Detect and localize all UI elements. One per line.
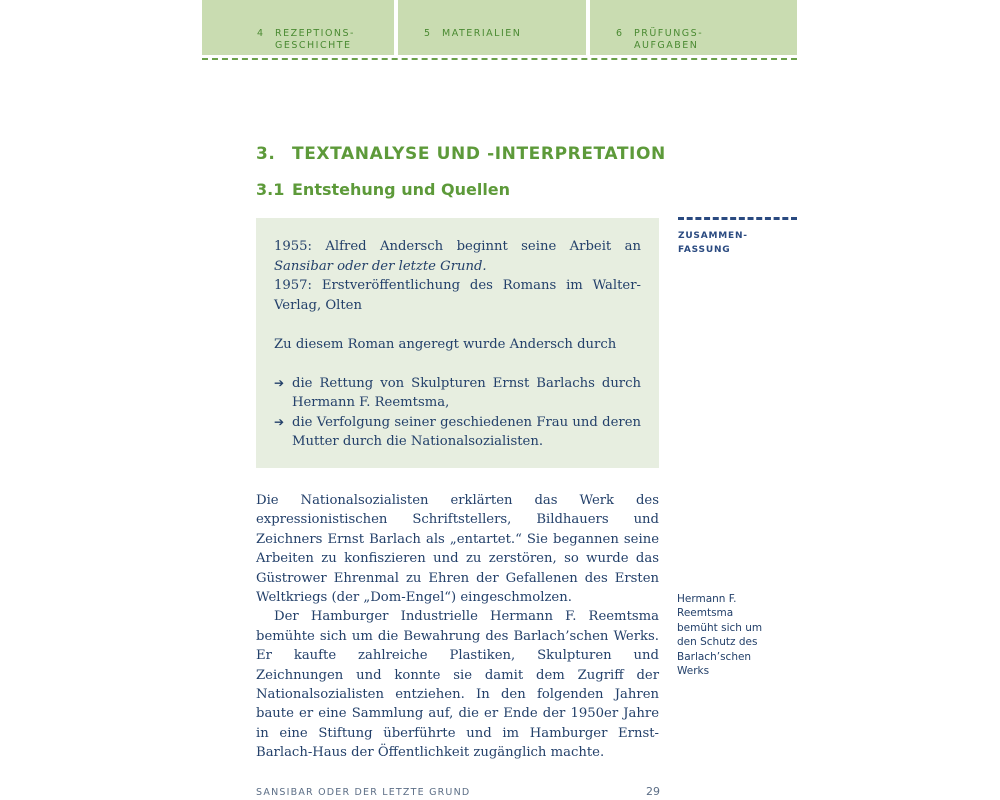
summary-line-1957: 1957: Erstveröffentlichung des Romans im Walter-Verlag, Olten (274, 278, 641, 313)
tab-number: 5 (424, 28, 432, 39)
summary-box (256, 218, 659, 468)
tab-label: REZEPTIONS- GESCHICHTE (275, 28, 355, 51)
tab-number: 6 (616, 28, 624, 39)
margin-note: Hermann F. Reemtsma bemüht sich um den Schutz des Barlach’schen Werks (677, 593, 763, 678)
tab-rezeptionsgeschichte[interactable] (202, 0, 394, 55)
tab-materialien[interactable] (398, 0, 586, 55)
section-title: Entstehung und Quellen (292, 180, 511, 199)
list-item: ➔ die Rettung von Skulpturen Ernst Barlachs durch Hermann F. Reemtsma, (274, 375, 641, 410)
arrow-right-icon: ➔ (274, 375, 285, 390)
section-number: 3.1 (256, 180, 285, 199)
chapter-title: TEXTANALYSE UND -INTERPRETATION (292, 144, 666, 164)
body-paragraph-2: Der Hamburger Industrielle Hermann F. Reemtsma bemühte sich um die Bewahrung des Barlach’schen Werks. Er kaufte zahlreiche Plastiken, Skulpturen und Zeichnungen und konnte sie damit dem Zugriff der Nationalsozialisten entziehen. In den folgenden Jahren baute er eine Sammlung auf, die er Ende der 1950er Jahre in eine Stiftung überführte und im Hamburger Ernst-Barlach-Haus der Öffentlichkeit zugänglich machte. (256, 609, 659, 761)
summary-line-1955: 1955: Alfred Andersch beginnt seine Arbeit an Sansibar oder der letzte Grund. (274, 239, 641, 274)
tab-label: PRÜFUNGS- AUFGABEN (634, 28, 704, 51)
chapter-heading (256, 144, 666, 164)
body-paragraph-1: Die Nationalsozialisten erklärten das Werk des expressionistischen Schriftstellers, Bildhauers und Zeichners Ernst Barlach als „entartet.“ Sie begannen seine Arbeiten zu konfiszieren und zu zerstören, so wurde das Güstrower Ehrenmal zu Ehren der Gefallenen des Ersten Weltkriegs (der „Dom-Engel“) eingeschmolzen. (256, 493, 659, 606)
sidebar-label: ZUSAMMEN- FASSUNG (678, 231, 748, 255)
page-number: 29 (646, 785, 660, 798)
chapter-number: 3. (256, 144, 276, 164)
footer-book-title: SANSIBAR ODER DER LETZTE GRUND (256, 787, 471, 798)
header-divider (202, 58, 797, 60)
summary-intro: Zu diesem Roman angeregt wurde Andersch durch (274, 336, 617, 352)
summary-list (274, 374, 641, 452)
list-item: ➔ die Verfolgung seiner geschiedenen Frau und deren Mutter durch die Nationalsozialisten. (274, 414, 641, 449)
body-text (256, 491, 659, 763)
arrow-right-icon: ➔ (274, 414, 285, 429)
tab-number: 4 (257, 28, 265, 39)
tab-label: MATERIALIEN (442, 28, 522, 39)
tab-pruefungsaufgaben[interactable] (590, 0, 797, 55)
sidebar-divider (678, 217, 797, 220)
novel-title: Sansibar oder der letzte Grund. (274, 258, 487, 274)
section-heading (256, 180, 510, 199)
